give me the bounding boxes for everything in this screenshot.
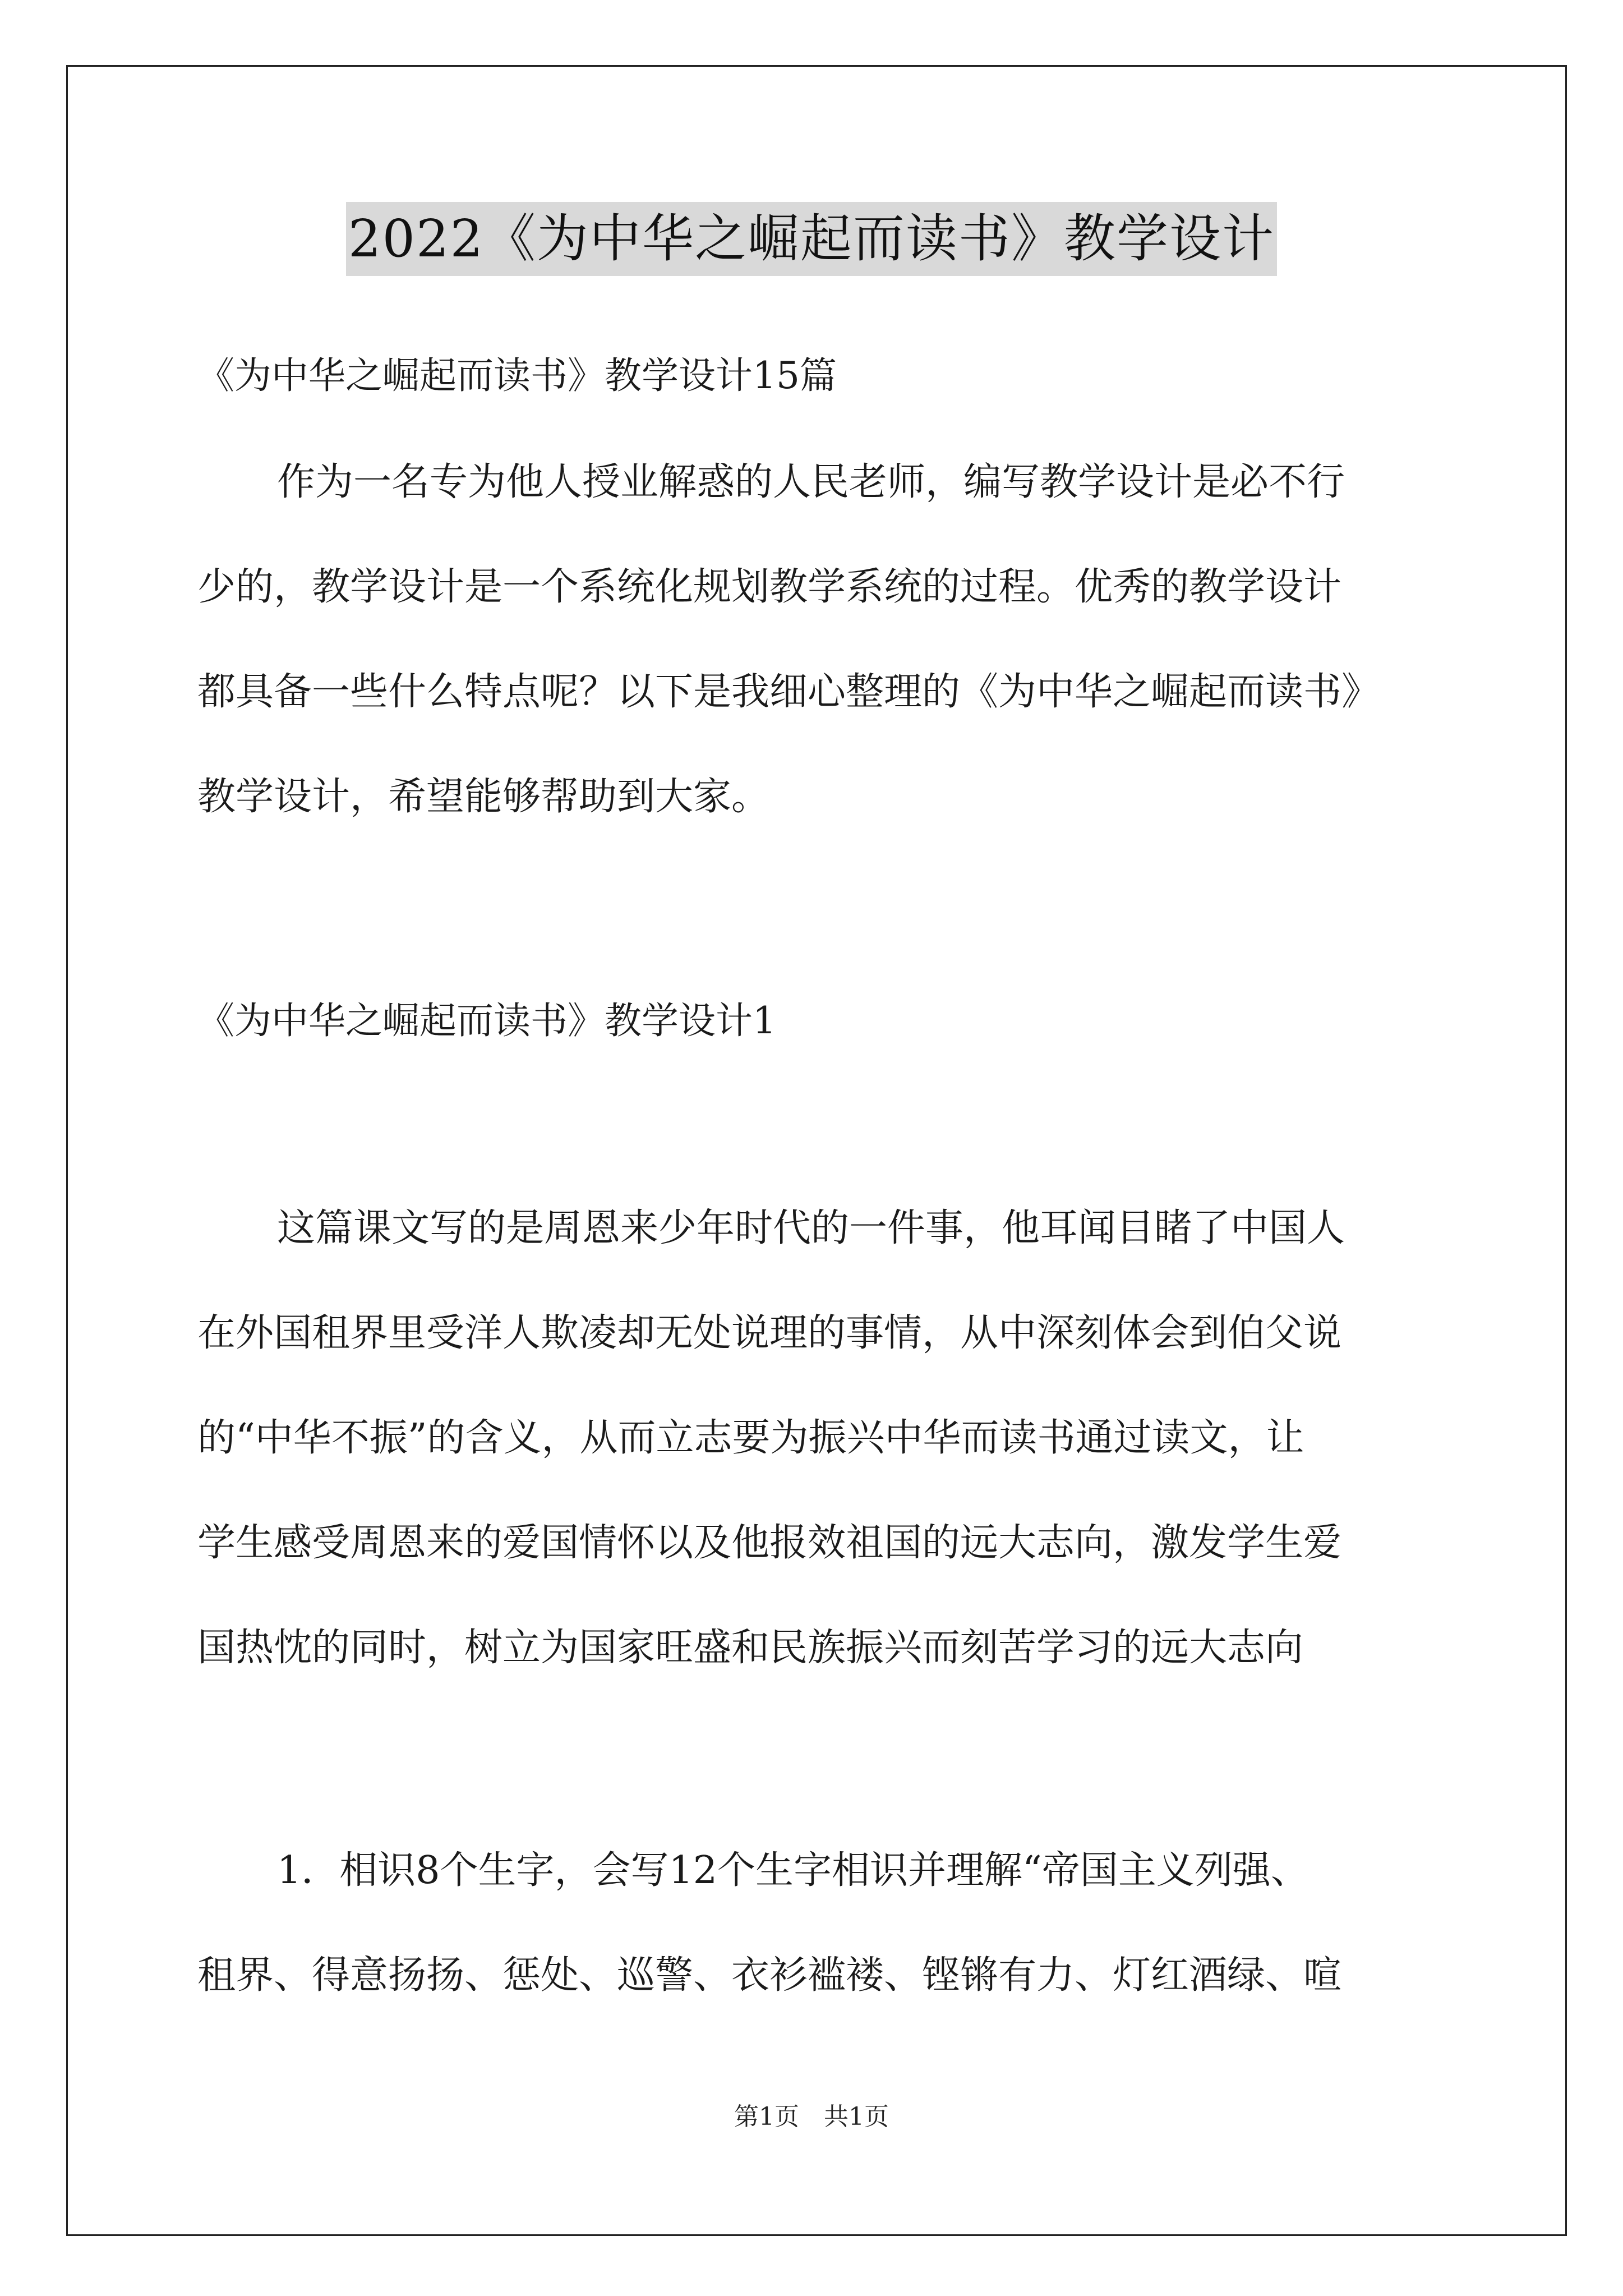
- intro-paragraph-line: 少的，教学设计是一个系统化规划教学系统的过程。优秀的教学设计: [197, 565, 1342, 609]
- section-heading: 《为中华之崛起而读书》教学设计1: [197, 999, 776, 1042]
- page-number: 第1页: [734, 2102, 799, 2131]
- page-footer: [0, 2100, 1623, 2134]
- intro-paragraph-line: 作为一名专为他人授业解惑的人民老师，编写教学设计是必不行: [277, 460, 1345, 504]
- intro-paragraph-line: 都具备一些什么特点呢？以下是我细心整理的《为中华之崛起而读书》: [197, 670, 1380, 714]
- summary-paragraph-line: 学生感受周恩来的爱国情怀以及他报效祖国的远大志向，激发学生爱: [197, 1521, 1342, 1565]
- summary-paragraph-line: 国热忱的同时，树立为国家旺盛和民族振兴而刻苦学习的远大志向: [197, 1626, 1304, 1670]
- objective-line: 租界、得意扬扬、惩处、巡警、衣衫褴褛、铿锵有力、灯红酒绿、喧: [197, 1953, 1342, 1998]
- document-title: 2022《为中华之崛起而读书》教学设计: [346, 202, 1277, 276]
- intro-paragraph-line: 教学设计，希望能够帮助到大家。: [197, 775, 770, 819]
- summary-paragraph-line: 这篇课文写的是周恩来少年时代的一件事，他耳闻目睹了中国人: [277, 1206, 1345, 1250]
- document-subtitle: 《为中华之崛起而读书》教学设计15篇: [197, 354, 837, 397]
- summary-paragraph-line: 的“中华不振”的含义，从而立志要为振兴中华而读书通过读文，让: [197, 1416, 1304, 1460]
- summary-paragraph-line: 在外国租界里受洋人欺凌却无处说理的事情，从中深刻体会到伯父说: [197, 1311, 1342, 1355]
- page-total: 共1页: [824, 2102, 889, 2131]
- title-container: [0, 202, 1623, 276]
- objective-line: 1．相识8个生字，会写12个生字相识并理解“帝国主义列强、: [277, 1848, 1309, 1893]
